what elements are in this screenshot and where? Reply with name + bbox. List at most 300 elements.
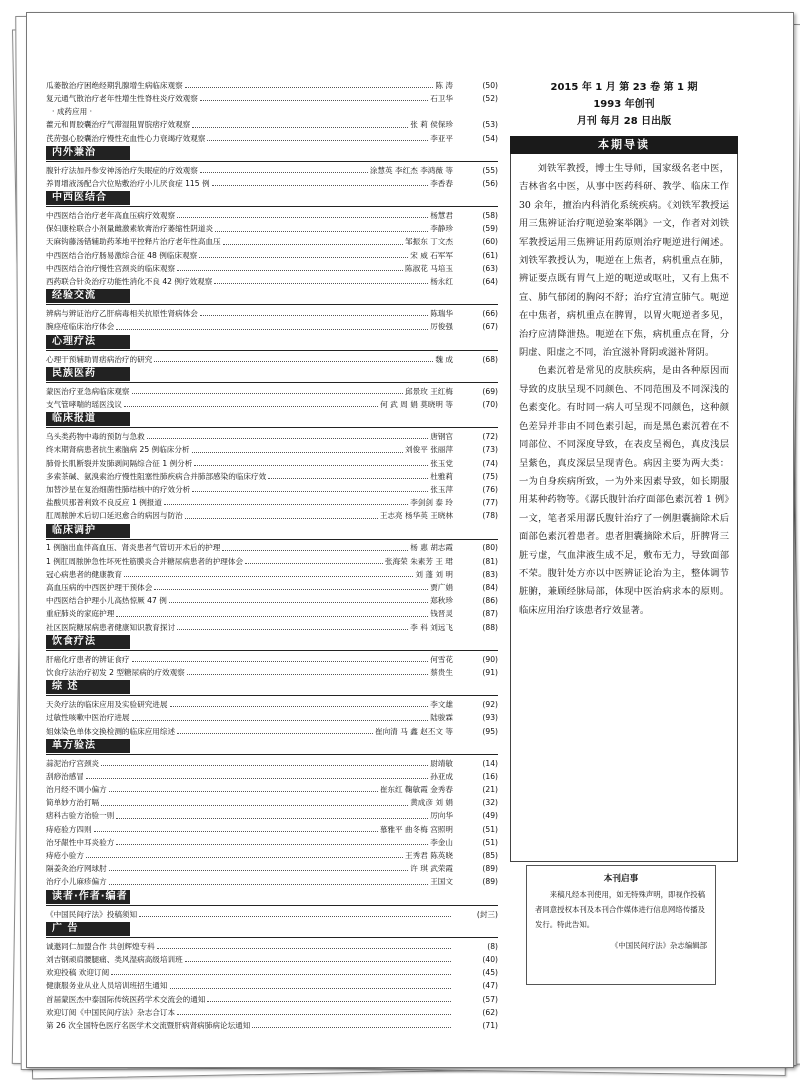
toc-entry-title: 痔疮小验方 [46, 851, 84, 861]
section-header-wrap [46, 412, 498, 428]
toc-entry-page: (69) [482, 386, 498, 396]
toc-entry-page: (16) [482, 771, 498, 781]
toc-leader-dots [185, 518, 378, 519]
toc-entry [46, 1019, 498, 1032]
toc-entry-page: (14) [482, 758, 498, 768]
toc-entry [46, 555, 498, 568]
toc-entry-authors: 杨慧君 [430, 211, 453, 221]
toc-entry-page: (74) [482, 458, 498, 468]
masthead [510, 79, 738, 130]
toc-entry-title: 保妇康栓联合小剂量雌激素软膏治疗萎缩性阴道炎 [46, 224, 214, 234]
toc-entry [46, 542, 498, 555]
toc-entry-authors: 刘 蓬 刘 明 [415, 569, 453, 579]
toc-leader-dots [154, 361, 433, 362]
toc-entry-authors: 蔡贵生 [430, 667, 453, 677]
toc-entry-page: (51) [482, 837, 498, 847]
toc-entry-authors: 王秀君 陈英晓 [405, 851, 453, 861]
toc-entry-page: (58) [482, 211, 498, 221]
toc-entry-authors: 涂慧英 李红杰 李鸿薇 等 [369, 165, 453, 175]
toc-entry-page: (80) [482, 543, 498, 553]
toc-entry [46, 385, 498, 398]
toc-leader-dots [207, 1001, 451, 1002]
toc-entry [46, 222, 498, 235]
toc-entry-title: 芪苈强心胶囊治疗慢性充血性心力衰竭疗效观察 [46, 133, 206, 143]
notice-body: 来稿凡经本刊使用，如无特殊声明，即视作投稿者同意授权本刊及本刊合作媒体进行信息网络传播及发行。特此告知。 [535, 890, 706, 929]
toc-entry-page: (45) [482, 968, 498, 978]
toc-leader-dots [86, 778, 428, 779]
toc-entry-authors: 陈淑花 马培玉 [405, 263, 453, 273]
toc-entry-page: (89) [482, 877, 498, 887]
toc-leader-dots [101, 805, 408, 806]
toc-leader-dots [109, 791, 378, 792]
toc-leader-dots [200, 100, 428, 101]
toc-entry [46, 621, 498, 634]
toc-entry-title: 欢迎订阅《中国民间疗法》杂志合订本 [46, 1007, 176, 1017]
toc-entry-page: (56) [482, 178, 498, 188]
toc-entry-page: (47) [482, 981, 498, 991]
toc-entry [46, 430, 498, 443]
toc-entry-authors: 钱晋灵 [430, 609, 453, 619]
toc-entry-page: (75) [482, 471, 498, 481]
section-header: 饮食疗法 [46, 635, 130, 649]
toc-entry-authors: 陈 涛 [435, 80, 453, 90]
toc-entry-authors: 杨 惠 胡志霞 [410, 543, 453, 553]
toc-entry-title: 腕痉疮临床治疗体会 [46, 322, 115, 332]
toc-entry-page: (73) [482, 445, 498, 455]
toc-entry [46, 849, 498, 862]
toc-entry-title: 高血压病的中西医护理干预体会 [46, 583, 153, 593]
toc-entry [46, 796, 498, 809]
toc-entry-page: (62) [482, 1007, 498, 1017]
toc-entry-page: (40) [482, 954, 498, 964]
toc-entry-page: (59) [482, 224, 498, 234]
toc-leader-dots [169, 602, 428, 603]
toc-entry [46, 966, 498, 979]
toc-entry-title: 重症肺炎的家庭护理 [46, 609, 115, 619]
toc-entry [46, 711, 498, 724]
toc-entry [46, 307, 498, 320]
toc-leader-dots [124, 576, 413, 577]
section-header: 中西医结合 [46, 191, 130, 205]
toc-leader-dots [192, 452, 403, 453]
toc-leader-dots [94, 831, 378, 832]
toc-entry [46, 594, 498, 607]
toc-entry-authors: 崔向清 马 鑫 赵丕文 等 [375, 726, 453, 736]
toc-entry-authors: 魏 成 [435, 354, 453, 364]
toc-entry-authors: 郑秋珍 [430, 596, 453, 606]
toc-entry-authors: 李 科 刘远飞 [410, 622, 453, 632]
toc-entry-authors: 张海荣 朱素芳 王 珺 [385, 556, 453, 566]
guide-title: 本期导读 [510, 136, 738, 154]
toc-leader-dots [101, 765, 428, 766]
toc-entry-page: (53) [482, 120, 498, 130]
toc-entry [46, 483, 498, 496]
toc-entry-title: 心理干预辅助胃痞病治疗的研究 [46, 354, 153, 364]
toc-leader-dots [215, 231, 428, 232]
toc-entry-title: 瓜蒌散治疗困绝经期乳腺增生病临床观察 [46, 80, 183, 90]
toc-entry [46, 92, 498, 105]
toc-entry-title: 治牙龈性中耳炎验方 [46, 837, 115, 847]
toc-entry-authors: 李剑剑 泰 玲 [410, 498, 453, 508]
toc-entry-page: (92) [482, 700, 498, 710]
toc-entry-title: 中西医结合治疗肠易激综合征 48 例临床观察 [46, 250, 198, 260]
toc-entry-authors: 尉靖敏 [430, 758, 453, 768]
toc-entry [46, 1006, 498, 1019]
toc-entry-title: 乌头类药物中毒的预防与急救 [46, 432, 145, 442]
toc-entry-title: 第 26 次全国特色医疗名医学术交流暨肝病肾病肺病论坛通知 [46, 1020, 251, 1030]
toc-entry-title: 蒜泥治疗宫颈炎 [46, 758, 100, 768]
toc-entry-page: (95) [482, 726, 498, 736]
toc-leader-dots [111, 974, 451, 975]
section-header-wrap [46, 289, 498, 305]
toc-leader-dots [200, 315, 428, 316]
toc-entry-title: 加替沙星在复治细菌性肺结核中的疗效分析 [46, 484, 191, 494]
toc-leader-dots [187, 674, 428, 675]
toc-entry-page: (91) [482, 667, 498, 677]
toc-entry-authors: 李香春 [430, 178, 453, 188]
toc-leader-dots [132, 720, 429, 721]
toc-entry [46, 940, 498, 953]
toc-entry [46, 993, 498, 1006]
notice-signature: 《中国民间疗法》杂志编辑部 [610, 941, 707, 950]
toc-entry-title: 《中国民间疗法》投稿须知 [46, 909, 138, 919]
toc-entry-title: 复元通气散治疗老年性增生性脊柱炎疗效观察 [46, 94, 198, 104]
toc-entry-authors: 杨永红 [430, 277, 453, 287]
toc-entry-title: 1 例肛周脓肿急性坏死性筋膜炎合并糖尿病患者的护理体会 [46, 556, 244, 566]
toc-entry-title: 冠心病患者的健康教育 [46, 569, 122, 579]
toc-entry-title: 蒙医治疗亚急病临床观察 [46, 386, 130, 396]
toc-entry [46, 725, 498, 738]
issue-info: 2015 年 1 月 第 23 卷 第 1 期 [550, 82, 698, 93]
toc-leader-dots [109, 884, 428, 885]
toc-entry-page: (86) [482, 596, 498, 606]
toc-entry-title: 治疗小儿麻疹偏方 [46, 877, 107, 887]
toc-leader-dots [192, 491, 428, 492]
founded-year: 1993 年创刊 [593, 99, 655, 110]
toc-entry [46, 770, 498, 783]
toc-entry-authors: 许 琪 武荣霞 [410, 864, 453, 874]
toc-leader-dots [132, 661, 429, 662]
toc-entry-authors: 张 莉 侯保珍 [410, 120, 453, 130]
section-header-wrap [46, 367, 498, 383]
toc-leader-dots [147, 438, 429, 439]
toc-entry-title: 中西医结合治疗慢性宫颈炎的临床观察 [46, 263, 176, 273]
toc-leader-dots [177, 733, 373, 734]
section-header: 单方验法 [46, 739, 130, 753]
toc-leader-dots [170, 988, 452, 989]
toc-entry-page: (64) [482, 277, 498, 287]
toc-leader-dots [177, 1014, 451, 1015]
toc-entry [46, 262, 498, 275]
toc-leader-dots [170, 706, 429, 707]
toc-entry [46, 457, 498, 470]
section-header-wrap [46, 191, 498, 207]
toc-leader-dots [194, 465, 428, 466]
section-header-wrap [46, 739, 498, 755]
toc-entry-page: (84) [482, 583, 498, 593]
section-header-wrap [46, 922, 498, 938]
toc-leader-dots [116, 616, 428, 617]
toc-entry-authors: 厉俊强 [430, 322, 453, 332]
toc-entry-authors: 宋 威 石军军 [410, 250, 453, 260]
toc-entry [46, 823, 498, 836]
toc-leader-dots [116, 818, 428, 819]
toc-entry [46, 908, 498, 921]
toc-entry-title: 中西医结合治疗老年高血压病疗效观察 [46, 211, 176, 221]
toc-leader-dots [207, 140, 428, 141]
toc-entry-title: 姐妹染色单体交换检测的临床应用综述 [46, 726, 176, 736]
toc-entry-title: 肺骨长肌断裂并发肺剥间隔综合征 1 例分析 [46, 458, 193, 468]
toc-entry-title: 刘吉钢顽肩腰腿痛、类风湿病高级培训班 [46, 954, 183, 964]
toc-entry-page: (封三) [476, 909, 498, 919]
toc-leader-dots [157, 948, 451, 949]
toc-leader-dots [252, 1027, 451, 1028]
toc-entry [46, 875, 498, 888]
toc-entry-page: (85) [482, 851, 498, 861]
toc-leader-dots [192, 127, 408, 128]
toc-entry-authors: 贾广娟 [430, 583, 453, 593]
toc-entry [46, 607, 498, 620]
toc-leader-dots [214, 283, 428, 284]
toc-entry-title: 支气管哮喘的瑶医浅议 [46, 399, 122, 409]
toc-entry [46, 249, 498, 262]
section-header-wrap [46, 635, 498, 651]
toc-entry-authors: 杜雅莉 [430, 471, 453, 481]
toc-leader-dots [154, 589, 428, 590]
toc-entry [46, 509, 498, 522]
section-header: 临床调护 [46, 524, 130, 538]
toc-entry-title: 天麻钩藤汤错辅助药苯地平控释片治疗老年性高血压 [46, 237, 221, 247]
toc-entry [46, 757, 498, 770]
toc-leader-dots [116, 844, 428, 845]
toc-entry-page: (51) [482, 824, 498, 834]
toc-entry [46, 398, 498, 411]
toc-entry-page: (67) [482, 322, 498, 332]
toc-entry-authors: 石卫华 [430, 94, 453, 104]
toc-entry-title: 终末期肾病患者抗生素脑病 25 例临床分析 [46, 445, 190, 455]
toc-entry-authors: 何 武 周 娟 莫晓明 等 [380, 399, 453, 409]
toc-leader-dots [177, 217, 428, 218]
toc-entry-title: 欢迎投稿 欢迎订阅 [46, 968, 110, 978]
toc-entry-authors: 崔东红 鞠敏霞 金秀春 [379, 785, 453, 795]
toc-entry [46, 862, 498, 875]
toc-leader-dots [177, 629, 408, 630]
toc-entry-page: (52) [482, 94, 498, 104]
toc-leader-dots [132, 393, 403, 394]
toc-entry [46, 836, 498, 849]
toc-entry-title: 健康服务业从业人员培训班招生通知 [46, 981, 168, 991]
toc-entry-title: 藿元和胃胶囊治疗气滞湿阻胃脘痞疗效观察 [46, 120, 191, 130]
section-header-wrap [46, 890, 498, 906]
section-header: 综 述 [46, 680, 130, 694]
toc-subheading: · 成药应用 · [52, 107, 93, 117]
toc-entry-title: 刮痧治感冒 [46, 771, 84, 781]
section-header: 经验交流 [46, 289, 130, 303]
toc-entry-page: (68) [482, 354, 498, 364]
toc-entry-page: (87) [482, 609, 498, 619]
toc-entry-page: (55) [482, 165, 498, 175]
toc-entry-authors: 厉向华 [430, 811, 453, 821]
section-header-wrap [46, 335, 498, 351]
toc-leader-dots [245, 563, 383, 564]
toc-leader-dots [116, 329, 428, 330]
toc-leader-dots [109, 870, 408, 871]
toc-entry-title: 中西医结合护理小儿高热惊厥 47 例 [46, 596, 167, 606]
toc-entry-title: 1 例脑出血伴高血压、肾炎患者气管切开术后的护理 [46, 543, 221, 553]
toc-entry-authors: 陈瑞华 [430, 309, 453, 319]
toc-entry [46, 79, 498, 92]
section-header: 内外兼治 [46, 146, 130, 160]
toc-entry [46, 443, 498, 456]
toc-entry-page: (57) [482, 994, 498, 1004]
toc-leader-dots [223, 244, 403, 245]
toc-entry [46, 353, 498, 366]
toc-leader-dots [177, 270, 403, 271]
toc-entry-title: 肝癌化疗患者的辨证食疗 [46, 654, 130, 664]
toc-leader-dots [199, 257, 408, 258]
toc-leader-dots [86, 857, 403, 858]
toc-entry [46, 118, 498, 131]
toc-entry [46, 320, 498, 333]
toc-entry-page: (61) [482, 250, 498, 260]
toc-entry-authors: 黄成彦 刘 娟 [410, 798, 453, 808]
toc-entry-title: 养胃增液汤配合穴位贴敷治疗小儿厌食症 115 例 [46, 178, 210, 188]
toc-entry-authors: 张玉党 [430, 458, 453, 468]
toc-entry-title: 多索茶碱、氨溴索治疗慢性阻塞性肺疾病合并肺部感染的临床疗效 [46, 471, 267, 481]
toc-entry-authors: 邱景玫 王红梅 [405, 386, 453, 396]
toc-entry-title: 过敏性咳嗽中医治疗进展 [46, 713, 130, 723]
toc-entry-page: (77) [482, 498, 498, 508]
toc-entry [46, 470, 498, 483]
toc-entry-authors: 张玉萍 [430, 484, 453, 494]
toc-entry [46, 164, 498, 177]
guide-paragraph: 色素沉着是常见的皮肤疾病，是由各种原因而导致的皮肤呈现不同颜色、不同范围及不同深浅的色素变化。有时同一病人可呈现不同颜色，这种颜色差异并非由不同色素引起，而是黑色素沉着在不同部位、不同深度导致，在表皮呈褐色，真皮浅层呈紫色，真皮深层呈现青色。病因主要为两大类：一为自身疾病所致，一为外来因素导致，如长期服用某种药物等。《潺氏腹针治疗面部色素沉着 1 例》一文，笔者采用潺氏腹针治疗了一例胆囊摘除术后面部色素沉着患者。患者胆囊摘除术后，肝脾肾三脏亏虚，气血津液生成不足，敷布无力，导致面部不荣。腹针处方亦以中医辨证论治为主，整体调节脏腑，兼顾经脉局部，体现中医治病求本的原则。临床应用治疗该患者疗效显著。 [519, 365, 729, 616]
toc-entry [46, 653, 498, 666]
toc-entry-page: (72) [482, 432, 498, 442]
toc-entry [46, 783, 498, 796]
toc-entry-authors: 何雪花 [430, 654, 453, 664]
notice-title: 本刊启事 [603, 874, 639, 884]
toc-entry-page: (49) [482, 811, 498, 821]
toc-entry-title: 天灸疗法的临床应用及实验研究进展 [46, 700, 168, 710]
toc-entry-page: (54) [482, 133, 498, 143]
toc-leader-dots [124, 406, 378, 407]
toc-entry-page: (81) [482, 556, 498, 566]
toc-leader-dots [212, 185, 429, 186]
toc-leader-dots [268, 478, 428, 479]
guide-paragraph: 刘铁军教授，博士生导师，国家级名老中医，吉林省名中医，从事中医药科研、教学、临床工作 30 余年，擅治内科消化系统疾病。《刘铁军教授运用三焦辨证治疗呃逆验案举隅》一文，作者对刘铁军教授运用三焦辨证用药原则治疗呃逆进行阐述。刘铁军教授认为，呃逆在上焦者，病机重点在肺，辨证要点既有胃气上逆的呃逆或呕吐，又有上焦不宣、肺气郁闭的胸闷不舒；治疗宜清宣肺气。呃逆在中焦者，病机重点在脾胃，以胃火呃逆者多见，治疗应清降泄热。呃逆在下焦，病机重点在肾，分阴虚、阳虚之不同，治宜滋补肾阴或滋补肾阴。 [519, 163, 729, 359]
toc-entry [46, 953, 498, 966]
toc-entry-title: 腹针疗法加丹参安神汤治疗失眠症的疗效观察 [46, 165, 198, 175]
toc-entry [46, 209, 498, 222]
toc-entry [46, 810, 498, 823]
toc-entry [46, 177, 498, 190]
toc-entry-authors: 李静珍 [430, 224, 453, 234]
toc-entry-page: (93) [482, 713, 498, 723]
toc-entry [46, 581, 498, 594]
toc-entry-title: 肛周脓肿术后切口延迟愈合的病因与防治 [46, 511, 183, 521]
toc-entry-title: 简单妙方治打嗝 [46, 798, 100, 808]
right-column [510, 79, 738, 862]
toc-leader-dots [139, 916, 451, 917]
toc-entry-title: 盐酸贝那普利致不良反应 1 例报道 [46, 498, 162, 508]
toc-entry-title: 痞科古验方治验一则 [46, 811, 115, 821]
toc-entry [46, 496, 498, 509]
toc-entry-authors: 李文雄 [430, 700, 453, 710]
toc-entry-title: 诚邀同仁加盟合作 共创辉煌专科 [46, 941, 155, 951]
magazine-page [26, 12, 794, 1068]
toc-entry-page: (21) [482, 785, 498, 795]
toc-entry [46, 275, 498, 288]
toc-entry [46, 568, 498, 581]
toc-entry-page: (8) [487, 941, 498, 951]
toc-entry-page: (66) [482, 309, 498, 319]
toc-entry-page: (89) [482, 864, 498, 874]
toc-entry-title: 隔姜灸治疗网球肘 [46, 864, 107, 874]
toc-entry-page: (78) [482, 511, 498, 521]
toc-leader-dots [164, 504, 408, 505]
toc-entry-title: 首届蒙医杰中泰国际传统医药学术交流会的通知 [46, 994, 206, 1004]
toc-entry-title: 社区医院糖尿病患者健康知识教育探讨 [46, 622, 176, 632]
toc-entry-title: 饮食疗法治疗初发 2 型糖尿病的疗效观察 [46, 667, 185, 677]
toc-entry-page: (71) [482, 1020, 498, 1030]
toc-entry-authors: 唐钢官 [430, 432, 453, 442]
section-header: 临床报道 [46, 412, 130, 426]
toc-leader-dots [222, 550, 408, 551]
toc-entry-authors: 刘俊平 张丽萍 [405, 445, 453, 455]
toc-entry-authors: 李金山 [430, 837, 453, 847]
toc-entry-page: (50) [482, 80, 498, 90]
toc-entry-title: 辨病与辨证治疗乙肝病毒相关抗原性肾病体会 [46, 309, 198, 319]
toc-entry-authors: 孙亚成 [430, 771, 453, 781]
guide-box [510, 154, 738, 862]
publication-schedule: 月刊 每月 28 日出版 [576, 116, 672, 127]
toc-entry-page: (76) [482, 484, 498, 494]
section-header: 广 告 [46, 922, 130, 936]
toc-entry-authors: 慕雅平 曲冬梅 宫照明 [379, 824, 453, 834]
toc-entry-title: 西药联合针灸治疗功能性消化不良 42 例疗效观察 [46, 277, 213, 287]
toc-entry-title: 痔疮验方四则 [46, 824, 92, 834]
section-header-wrap [46, 524, 498, 540]
toc-entry-page: (32) [482, 798, 498, 808]
section-header: 民族医药 [46, 367, 130, 381]
toc-entry [46, 979, 498, 992]
section-header: 心理疗法 [46, 335, 130, 349]
toc-entry-page: (70) [482, 399, 498, 409]
section-header: 读者·作者·编者 [46, 890, 130, 904]
notice-box [526, 865, 716, 985]
toc-entry [46, 666, 498, 679]
toc-entry [46, 132, 498, 145]
section-header-wrap [46, 680, 498, 696]
toc-entry-page: (88) [482, 622, 498, 632]
section-header-wrap [46, 146, 498, 162]
toc-entry-page: (90) [482, 654, 498, 664]
toc-leader-dots [200, 172, 368, 173]
toc-entry-authors: 李亚平 [430, 133, 453, 143]
toc-entry-page: (60) [482, 237, 498, 247]
toc-entry-page: (83) [482, 569, 498, 579]
toc-entry-authors: 王志亮 杨华英 王晓林 [379, 511, 453, 521]
toc-entry-authors: 王国文 [430, 877, 453, 887]
toc-entry-title: 治月经不调小偏方 [46, 785, 107, 795]
toc-entry-authors: 邹振东 丁文杰 [405, 237, 453, 247]
toc-entry-authors: 陆骏霖 [430, 713, 453, 723]
toc-entry [46, 698, 498, 711]
toc-leader-dots [185, 87, 434, 88]
toc-entry [46, 236, 498, 249]
toc-entry-page: (63) [482, 263, 498, 273]
